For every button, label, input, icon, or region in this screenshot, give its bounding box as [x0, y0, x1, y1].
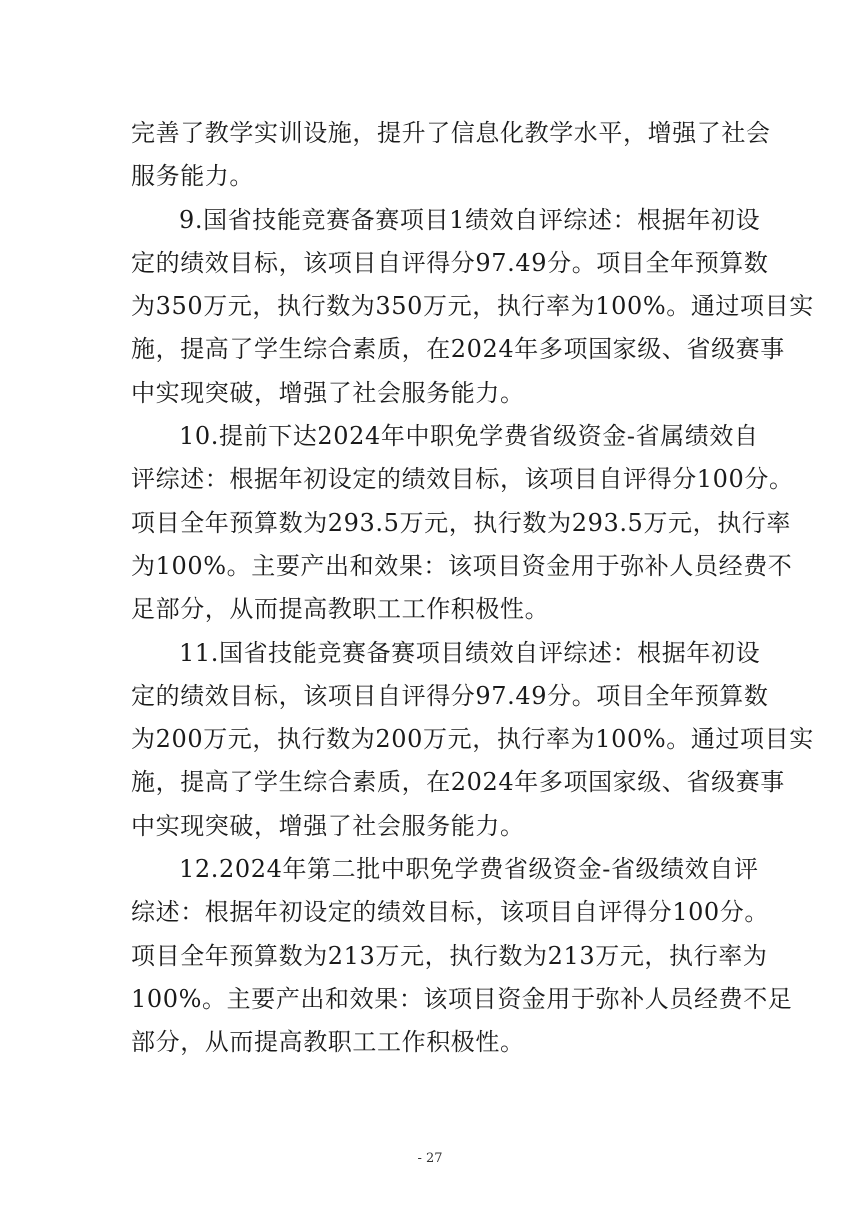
- paragraph-continuation: [131, 112, 771, 199]
- document-body: [131, 112, 814, 1065]
- text-line: 完善了教学实训设施，提升了信息化教学水平，增强了社会: [131, 119, 771, 147]
- text-line: 部分，从而提高教职工工作积极性。: [131, 1028, 525, 1057]
- paragraph-item-11: [131, 632, 814, 848]
- text-line: 12.2024年第二批中职免学费省级资金-省级绩效自评: [179, 855, 759, 884]
- text-line: 综述：根据年初设定的绩效目标，该项目自评得分100分。: [131, 898, 770, 927]
- text-line: 11.国省技能竞赛备赛项目绩效自评综述：根据年初设: [179, 638, 761, 667]
- paragraph-item-9: [131, 199, 814, 415]
- text-line: 100%。主要产出和效果：该项目资金用于弥补人员经费不足: [131, 984, 793, 1013]
- text-line: 为350万元，执行数为350万元，执行率为100%。通过项目实: [131, 292, 814, 321]
- text-line: 项目全年预算数为213万元，执行数为213万元，执行率为: [131, 941, 768, 970]
- text-line: 定的绩效目标，该项目自评得分97.49分。项目全年预算数: [131, 681, 769, 710]
- text-line: 项目全年预算数为293.5万元，执行数为293.5万元，执行率: [131, 508, 792, 537]
- text-line: 足部分，从而提高教职工工作积极性。: [131, 595, 550, 624]
- text-line: 为100%。主要产出和效果：该项目资金用于弥补人员经费不: [131, 551, 793, 580]
- text-line: 9.国省技能竞赛备赛项目1绩效自评综述：根据年初设: [179, 205, 761, 234]
- paragraph-item-12: [131, 848, 793, 1064]
- text-line: 施，提高了学生综合素质，在2024年多项国家级、省级赛事: [131, 768, 785, 797]
- text-line: 评综述：根据年初设定的绩效目标，该项目自评得分100分。: [131, 465, 794, 494]
- text-line: 施，提高了学生综合素质，在2024年多项国家级、省级赛事: [131, 335, 785, 364]
- text-line: 定的绩效目标，该项目自评得分97.49分。项目全年预算数: [131, 248, 769, 277]
- text-line: 中实现突破，增强了社会服务能力。: [131, 378, 525, 407]
- paragraph-item-10: [131, 415, 794, 631]
- text-line: 服务能力。: [131, 162, 254, 191]
- text-line: 中实现突破，增强了社会服务能力。: [131, 811, 525, 840]
- text-line: 为200万元，执行数为200万元，执行率为100%。通过项目实: [131, 725, 814, 754]
- text-line: 10.提前下达2024年中职免学费省级资金-省属绩效自: [179, 422, 759, 451]
- page-number: - 27: [417, 1151, 443, 1166]
